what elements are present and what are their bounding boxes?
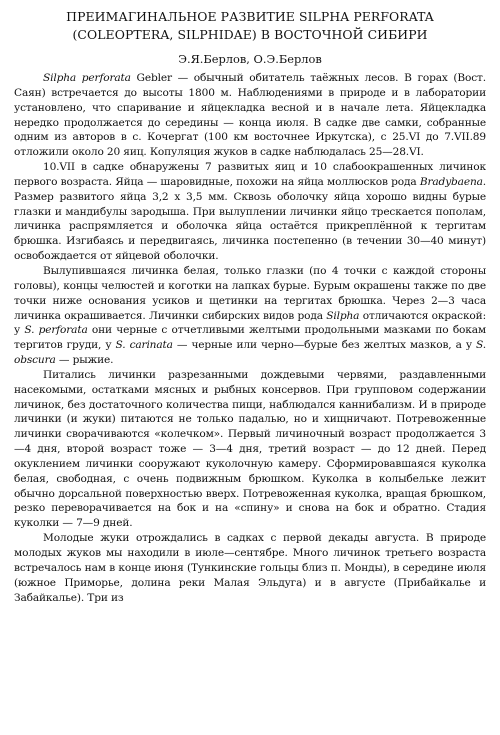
- species-name: S. perforata: [24, 324, 88, 337]
- paragraph-3-text-a: Вылупившаяся личинка белая, только глазки (по 4 точки с каждой стороны головы), концы челюстей и коготки на лапках бурые. Бурым окрашены также по две точки ниже основания усиков и щетинки на тергитах брюшка. Через 2—3 часа личинка окрашивается. Личинки сибирских видов рода: [14, 264, 486, 322]
- paragraph-3-text-c: они черные с отчетливыми желтыми продольными мазками по бокам тергитов груди, у: [14, 324, 486, 352]
- paragraph-3-text-d: — черные или черно—бурые без желтых мазков, а у: [172, 339, 477, 352]
- species-name: S. obscura: [14, 339, 486, 367]
- article-body: [14, 71, 486, 604]
- title-line-1: ПРЕИМАГИНАЛЬНОЕ РАЗВИТИЕ SILPHA PERFORATA: [66, 9, 434, 24]
- paragraph-2-text-a: 10.VII в садке обнаружены 7 развитых яиц и 10 слабоокрашенных личинок первого возраста. Яйца — шаровидные, похожи на яйца моллюсков рода: [14, 161, 486, 188]
- paragraph-4: Питались личинки разрезанными дождевыми червями, раздавленными насекомыми, остатками мясных и рыбных консервов. При групповом содержании личинок, без достаточного количества пищи, наблюдался каннибализм. И в природе личинки (и жуки) питаются не только падалью, но и хищничают. Потревоженные личинки сворачиваются «колечком». Первый личиночный возраст продолжается 3—4 дня, второй возраст тоже — 3—4 дня, третий возраст — до 12 дней. Перед окуклением личинки сооружают куколочную камеру. Сформировавшаяся куколка белая, свободная, с очень подвижным брюшком. Куколка в колыбельке лежит обычно дорсальной поверхностью вверх. Потревоженная куколка, вращая брюшком, резко переворачивается на бок и на «спину» и снова на бок и обратно. Стадия куколки — 7—9 дней.: [14, 368, 486, 530]
- title-line-2: (COLEOPTERA, SILPHIDAE) В ВОСТОЧНОЙ СИБИРИ: [72, 27, 428, 42]
- paragraph-1: [14, 71, 486, 160]
- paragraph-2: [14, 160, 486, 264]
- paragraph-1-text: Gebler — обычный обитатель таёжных лесов. В горах (Вост. Саян) встречается до высоты 1800 м. Наблюдениями в природе и в лаборатории установлено, что спаривание и яйцекладка весной и в начале лета. Яйцекладка нередко продолжается до середины — конца июля. В садке две самки, собранные одним из авторов в с. Кочергат (100 км восточнее Иркутска), с 25.VI до 7.VII.89 отложили около 20 яиц. Копуляция жуков в садке наблюдалась 25—28.VI.: [14, 72, 486, 159]
- species-name: Silpha perforata: [43, 72, 131, 84]
- genus-name: Bradybaena: [419, 175, 483, 188]
- paragraph-3-text-b: отличаются окраской: у: [14, 309, 486, 337]
- paragraph-5: Молодые жуки отрождались в садках с первой декады августа. В природе молодых жуков мы находили в июле—сентябре. Много личинок третьего возраста встречалось нам в конце июня (Тункинские гольцы близ п. Монды), в середине июля (южное Приморье, долина реки Малая Эльдуга) и в августе (Прибайкалье и Забайкалье). Три из: [14, 532, 486, 604]
- article-title: [14, 8, 486, 44]
- paragraph-2-text-b: . Размер развитого яйца 3,2 х 3,5 мм. Сквозь оболочку яйца хорошо видны бурые глазки и мандибулы зародыша. При вылуплении личинки яйцо трескается пополам, личинка распрямляется и оболочка яйца остаётся прикреплённой к тергитам брюшка. Изгибаясь и передвигаясь, личинка постепенно (в течении 30—40 минут) освобождается от яйцевой оболочки.: [14, 175, 486, 263]
- paragraph-3-text-e: — рыжие.: [55, 354, 114, 367]
- article-authors: Э.Я.Берлов, О.Э.Берлов: [178, 52, 322, 66]
- genus-name: Silpha: [326, 309, 360, 322]
- species-name: S. carinata: [115, 339, 173, 352]
- paragraph-3: [14, 264, 486, 368]
